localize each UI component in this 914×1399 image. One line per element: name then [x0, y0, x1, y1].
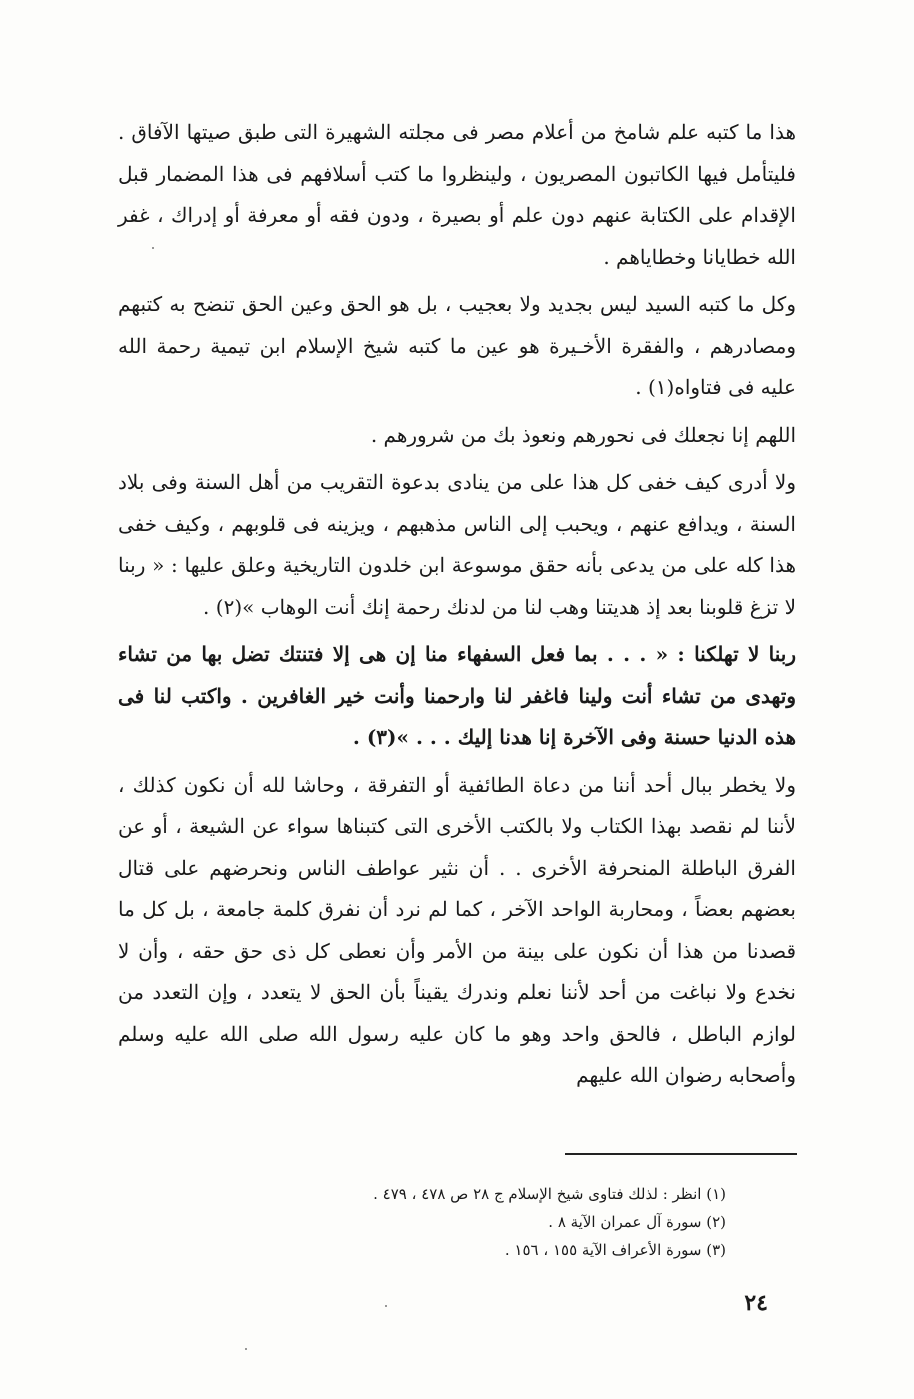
scan-speck [245, 1348, 247, 1350]
paragraph-3: اللهم إنا نجعلك فى نحورهم ونعوذ بك من شرورهم . [370, 422, 796, 447]
footnote-1: (١) انظر : لذلك فتاوى شيخ الإسلام ج ٢٨ ص ٤٧٨ ، ٤٧٩ . [373, 1185, 726, 1203]
scan-speck [385, 1305, 387, 1307]
paragraph-2: وكل ما كتبه السيد ليس بجديد ولا بعجيب ، بل هو الحق وعين الحق تنضح به كتبهم ومصادرهم ، والفقرة الأخـيرة هو عين ما كتبه شيخ الإسلام ابن تيمية رحمة الله عليه فى فتاواه(١) . [118, 292, 796, 399]
main-text [118, 112, 796, 1103]
footnotes [206, 1180, 726, 1264]
paragraph-4: ولا أدرى كيف خفى كل هذا على من ينادى بدعوة التقريب من أهل السنة وفى بلاد السنة ، ويدافع عنهم ، ويحبب إلى الناس مذهبهم ، ويزينه فى قلوبهم ، وكيف خفى هذا كله على من يدعى بأنه حقق موسوعة ابن خلدون التاريخية وعلق عليها : « ربنا لا تزغ قلوبنا بعد إذ هديتنا وهب لنا من لدنك رحمة إنك أنت الوهاب »(٢) . [118, 470, 796, 619]
footnote-separator [565, 1153, 797, 1155]
page-number: ٢٤ [744, 1290, 768, 1316]
footnote-3: (٣) سورة الأعراف الآية ١٥٥ ، ١٥٦ . [504, 1241, 726, 1259]
paragraph-6: ولا يخطر ببال أحد أننا من دعاة الطائفية أو التفرقة ، وحاشا لله أن نكون كذلك ، لأننا لم نقصد بهذا الكتاب ولا بالكتب الأخرى التى كتبناها سواء عن الشيعة ، أو عن الفرق الباطلة المنحرفة الأخرى . . أن نثير عواطف الناس ونحرضهم على قتال بعضهم بعضاً ، ومحاربة الواحد الآخر ، كما لم نرد أن نفرق كلمة جامعة ، بل كل ما قصدنا من هذا أن نكون على بينة من الأمر وأن نعطى كل ذى حق حقه ، وأن لا نخدع ولا نباغت من أحد لأننا نعلم وندرك يقيناً بأن الحق لا يتعدد ، وإن التعدد من لوازم الباطل ، فالحق واحد وهو ما كان عليه رسول الله صلى الله عليه وسلم وأصحابه رضوان الله عليهم [118, 772, 796, 1087]
paragraph-1: هذا ما كتبه علم شامخ من أعلام مصر فى مجلته الشهيرة التى طبق صيتها الآفاق . فليتأمل فيها الكاتبون المصريون ، ولينظروا ما كتب أسلافهم فى هذا المضمار قبل الإقدام على الكتابة عنهم دون علم أو بصيرة ، ودون فقه أو معرفة أو إدراك ، غفر الله خطايانا وخطاياهم . [118, 120, 796, 269]
footnote-2: (٢) سورة آل عمران الآية ٨ . [548, 1213, 726, 1231]
scan-speck [152, 247, 154, 249]
paragraph-5-prayer: ربنا لا تهلكنا : « . . . بما فعل السفهاء منا إن هى إلا فتنتك تضل بها من تشاء وتهدى من تشاء أنت ولينا فاغفر لنا وارحمنا وأنت خير الغافرين . واكتب لنا فى هذه الدنيا حسنة وفى الآخرة إنا هدنا إليك . . . »(٣) . [118, 642, 796, 749]
